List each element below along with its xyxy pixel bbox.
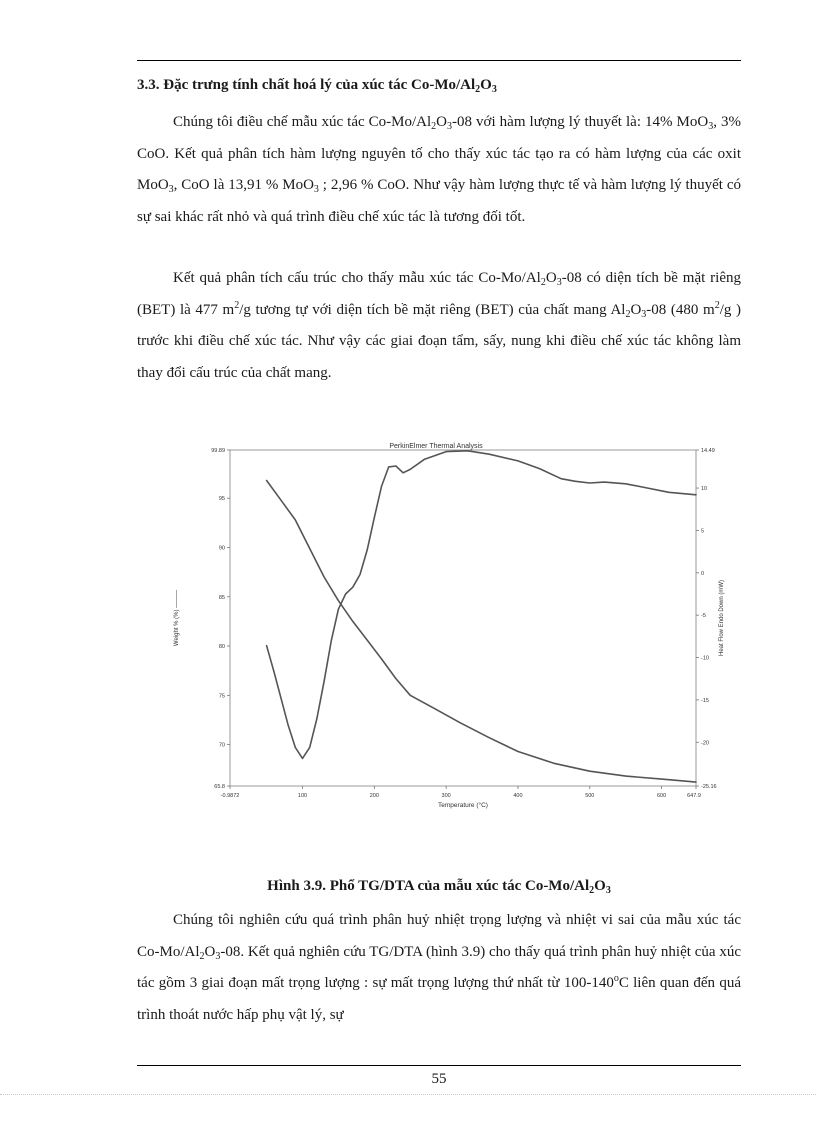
x-tick-label: 600 <box>657 793 667 799</box>
figure-caption: Hình 3.9. Phổ TG/DTA của mẫu xúc tác $Co-Mo/Al_2O_3$ <box>267 878 611 896</box>
page-number: 55 <box>431 1071 447 1087</box>
chart-title: PerkinElmer Thermal Analysis <box>389 443 483 450</box>
x-axis-label: Temperature (°C) <box>438 802 488 809</box>
y-right-tick-label: 5 <box>701 528 705 535</box>
x-tick-label: 400 <box>513 793 523 799</box>
y-right-tick-label: -20 <box>701 740 709 747</box>
y-right-tick-label: 0 <box>701 570 705 577</box>
y-right-tick-label: -5 <box>701 613 706 620</box>
y-left-tick-label: 99.89 <box>211 448 225 454</box>
y-left-tick-label: 95 <box>218 496 225 503</box>
y-right-tick-label: -10 <box>701 655 709 662</box>
y-left-tick-label: 85 <box>218 594 225 601</box>
y-left-tick-label: 75 <box>218 693 225 700</box>
tg-dta-figure <box>160 432 770 824</box>
x-tick-label: 200 <box>369 793 379 799</box>
y-left-tick-label: 80 <box>218 644 225 651</box>
footer-rule <box>137 1065 741 1066</box>
x-tick-label: 500 <box>585 793 595 799</box>
y-right-tick-label: -25.16 <box>701 784 717 790</box>
section-heading: 3.3. Đặc trưng tính chất hoá lý của xúc tác $Co-Mo/Al_2O_3$ <box>137 77 497 95</box>
y-right-tick-label: 10 <box>701 486 708 493</box>
x-tick-label: -0.9872 <box>220 793 240 799</box>
y-right-tick-label: -15 <box>701 697 709 704</box>
x-tick-label: 300 <box>441 793 451 799</box>
y-left-tick-label: 70 <box>218 742 225 749</box>
y-right-tick-label: 14.49 <box>701 448 715 454</box>
page-edge-divider <box>0 1094 816 1095</box>
tg-weight-curve <box>267 481 696 783</box>
header-rule <box>137 60 741 61</box>
x-tick-label: 647.9 <box>687 793 701 799</box>
dta-heat-flow-curve <box>267 451 696 759</box>
y-right-axis-label: Heat Flow Endo Down (mW) <box>719 579 725 657</box>
paragraph-bet-surface: Kết quả phân tích cấu trúc cho thấy mẫu xúc tác $Co-Mo/Al_2O_3-08$ có diện tích bề mặt riêng (BET) là 477 $m^2/g$ tương tự với diện tích bề mặt riêng (BET) của chất mang $Al_2O_3-08$ (480 $m^2/g$ ) trước khi điều chế xúc tác. Như vậy các giai đoạn tẩm, sấy, nung khi điều chế xúc tác không làm thay đổi cấu trúc của chất mang. <box>137 270 741 381</box>
y-left-tick-label: 90 <box>218 545 225 552</box>
paragraph-thermal-analysis: Chúng tôi nghiên cứu quá trình phân huỷ nhiệt trọng lượng và nhiệt vi sai của mẫu xúc tác $Co-Mo/Al_2O_3-08$. Kết quả nghiên cứu TG/DTA (hình 3.9) cho thấy quá trình phân huỷ nhiệt của xúc tác gồm 3 giai đoạn mất trọng lượng : sự mất trọng lượng thứ nhất từ 100-140$^o$C liên quan đến quá trình thoát nước hấp phụ vật lý, sự <box>137 912 741 1023</box>
tg-dta-chart <box>160 432 770 824</box>
plot-frame <box>230 450 696 786</box>
y-left-tick-label: 65.8 <box>214 784 225 790</box>
x-tick-label: 100 <box>297 793 308 799</box>
paragraph-catalyst-composition: Chúng tôi điều chế mẫu xúc tác $Co-Mo/Al_2O_3-08$ với hàm lượng lý thuyết là: 14% MoO$_3$, 3% CoO. Kết quả phân tích hàm lượng nguyên tố cho thấy xúc tác tạo ra có hàm lượng của các oxit MoO$_3$, CoO là 13,91 % MoO$_3$ ; 2,96 % CoO. Như vậy hàm lượng thực tế và hàm lượng lý thuyết có sự sai khác rất nhỏ và quá trình điều chế xúc tác là tương đối tốt. <box>137 114 742 225</box>
y-left-axis-label: Weight % (%) ——— <box>174 589 180 647</box>
